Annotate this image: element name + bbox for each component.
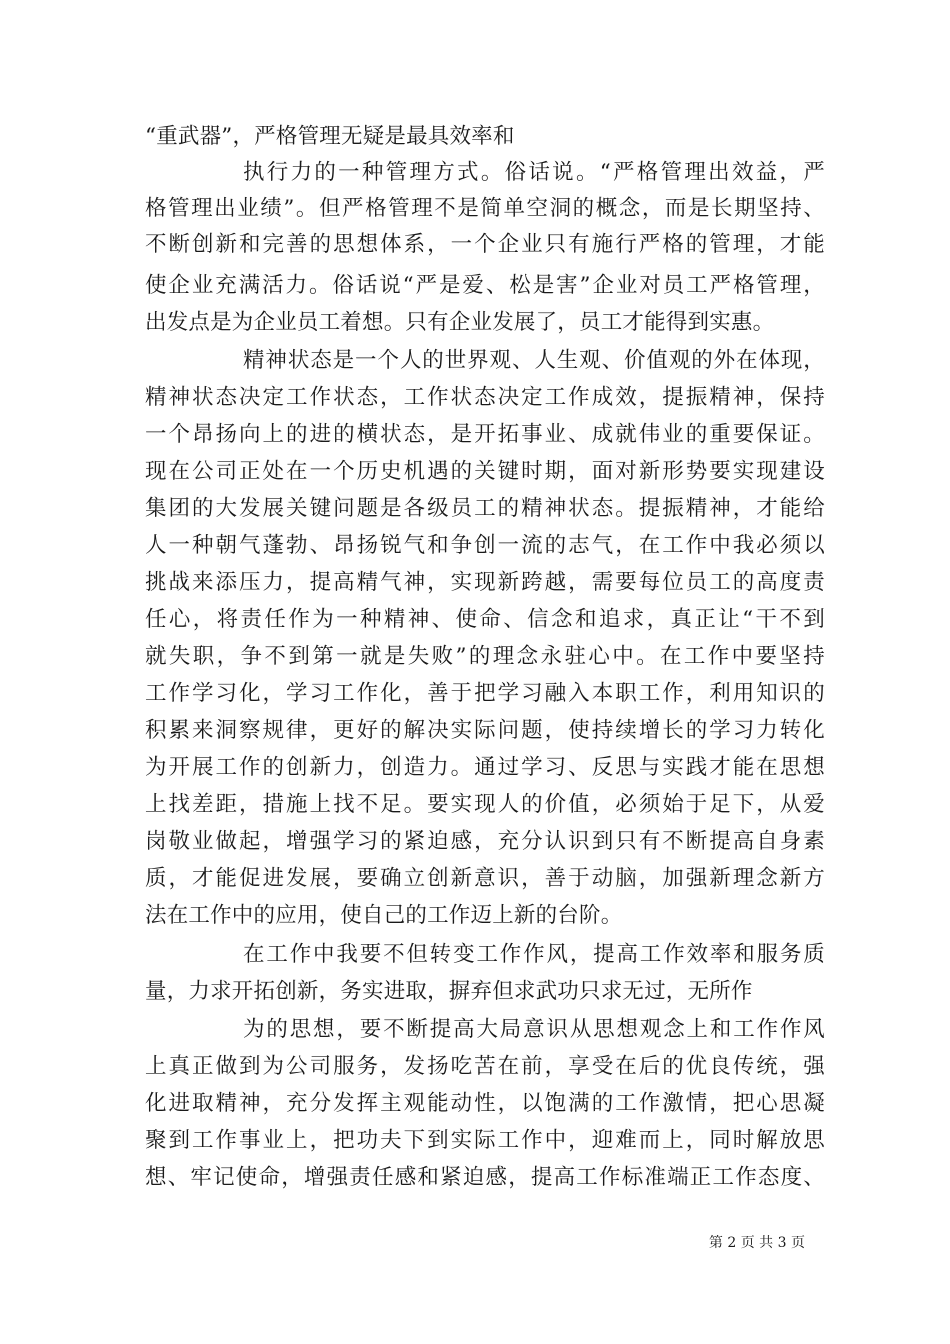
text-line: 化进取精神，充分发挥主观能动性，以饱满的工作激情，把心思凝 xyxy=(145,1091,825,1116)
text-line: 岗敬业做起，增强学习的紧迫感，充分认识到只有不断提高自身素 xyxy=(145,829,825,854)
text-line: 工作学习化，学习工作化，善于把学习融入本职工作，利用知识的 xyxy=(145,681,825,706)
text-line: 精神状态决定工作状态，工作状态决定工作成效，提振精神，保持 xyxy=(145,385,825,410)
text-line: 想、牢记使命，增强责任感和紧迫感，提高工作标准端正工作态度、 xyxy=(145,1165,825,1190)
text-line: 就失职，争不到第一就是失败”的理念永驻心中。在工作中要坚持 xyxy=(145,644,825,669)
text-line: 质，才能促进发展，要确立创新意识，善于动脑，加强新理念新方 xyxy=(145,866,825,891)
text-line: 格管理出业绩”。但严格管理不是简单空洞的概念，而是长期坚持、 xyxy=(145,196,825,221)
text-line: 人一种朝气蓬勃、昂扬锐气和争创一流的志气，在工作中我必须以 xyxy=(145,533,825,558)
text-line: “重武器”，严格管理无疑是最具效率和 xyxy=(145,124,515,149)
text-line: 一个昂扬向上的进的横状态，是开拓事业、成就伟业的重要保证。 xyxy=(145,422,825,447)
text-line: 为开展工作的创新力，创造力。通过学习、反思与实践才能在思想 xyxy=(145,755,825,780)
text-line: 现在公司正处在一个历史机遇的关键时期，面对新形势要实现建设 xyxy=(145,459,825,484)
text-line: 精神状态是一个人的世界观、人生观、价值观的外在体现， xyxy=(243,348,825,373)
text-line: 上真正做到为公司服务，发扬吃苦在前，享受在后的优良传统，强 xyxy=(145,1054,825,1079)
text-line: 积累来洞察规律，更好的解决实际问题，使持续增长的学习力转化 xyxy=(145,718,825,743)
text-line: 挑战来添压力，提高精气神，实现新跨越，需要每位员工的高度责 xyxy=(145,570,825,595)
text-line: 在工作中我要不但转变工作作风，提高工作效率和服务质 xyxy=(243,942,825,967)
text-line: 任心，将责任作为一种精神、使命、信念和追求，真正让“干不到 xyxy=(145,607,825,632)
text-line: 上找差距，措施上找不足。要实现人的价值，必须始于足下，从爱 xyxy=(145,792,825,817)
text-line: 执行力的一种管理方式。俗话说。“严格管理出效益，严 xyxy=(243,160,825,185)
text-line: 出发点是为企业员工着想。只有企业发展了，员工才能得到实惠。 xyxy=(145,310,775,335)
text-line: 使企业充满活力。俗话说“严是爱、松是害”企业对员工严格管理， xyxy=(145,273,825,298)
page-number-footer: 第 2 页 共 3 页 xyxy=(708,1235,805,1251)
text-line: 不断创新和完善的思想体系，一个企业只有施行严格的管理，才能 xyxy=(145,232,825,257)
text-line: 量，力求开拓创新，务实进取，摒弃但求武功只求无过，无所作 xyxy=(145,979,753,1004)
text-line: 集团的大发展关键问题是各级员工的精神状态。提振精神，才能给 xyxy=(145,496,825,521)
text-line: 为的思想，要不断提高大局意识从思想观念上和工作作风 xyxy=(243,1017,825,1042)
text-line: 法在工作中的应用，使自己的工作迈上新的台阶。 xyxy=(145,903,623,928)
text-line: 聚到工作事业上，把功夫下到实际工作中，迎难而上，同时解放思 xyxy=(145,1128,825,1153)
